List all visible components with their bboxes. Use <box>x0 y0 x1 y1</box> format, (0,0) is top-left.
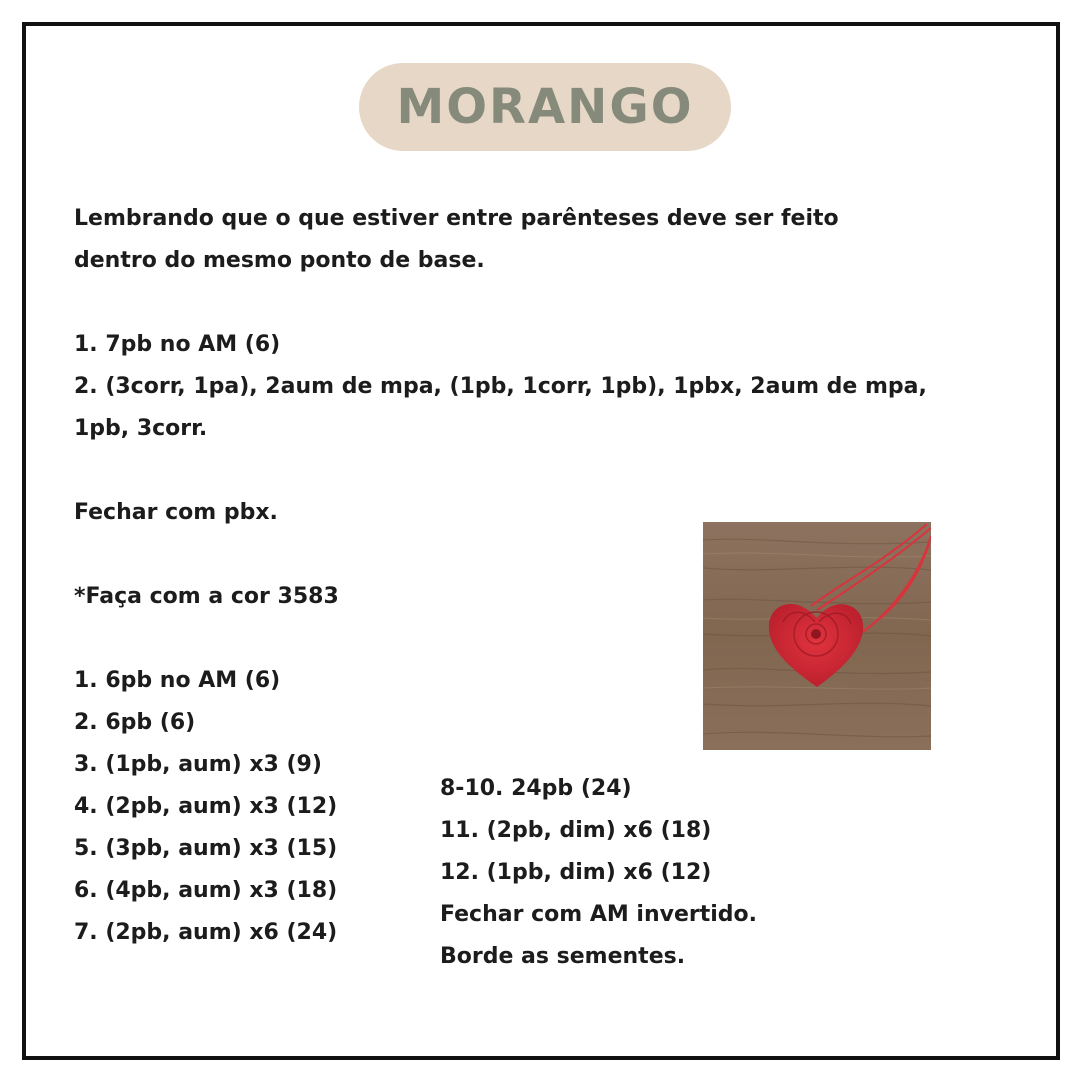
body-step: 12. (1pb, dim) x6 (12) <box>440 860 712 885</box>
body-step: 11. (2pb, dim) x6 (18) <box>440 818 712 843</box>
leaf-step: 1pb, 3corr. <box>74 416 208 441</box>
intro-text <box>74 198 839 282</box>
body-step: 2. 6pb (6) <box>74 710 196 735</box>
body-step: Fechar com AM invertido. <box>440 902 758 927</box>
intro-line: dentro do mesmo ponto de base. <box>74 248 485 273</box>
body-step: 4. (2pb, aum) x3 (12) <box>74 794 338 819</box>
heart-center <box>811 629 821 639</box>
body-step: 5. (3pb, aum) x3 (15) <box>74 836 338 861</box>
intro-line: Lembrando que o que estiver entre parênteses deve ser feito <box>74 206 839 231</box>
body-steps-left <box>74 660 337 954</box>
leaf-step: 2. (3corr, 1pa), 2aum de mpa, (1pb, 1corr, 1pb), 1pbx, 2aum de mpa, <box>74 374 927 399</box>
body-step: 1. 6pb no AM (6) <box>74 668 281 693</box>
body-steps-right <box>440 768 757 978</box>
body-step: 8-10. 24pb (24) <box>440 776 632 801</box>
leaf-close-text: Fechar com pbx. <box>74 500 278 525</box>
page-title: MORANGO <box>396 79 694 135</box>
leaf-step: 1. 7pb no AM (6) <box>74 332 281 357</box>
body-step: Borde as sementes. <box>440 944 686 969</box>
body-step: 3. (1pb, aum) x3 (9) <box>74 752 322 777</box>
page-frame <box>22 22 1060 1060</box>
leaf-instructions <box>74 324 927 450</box>
title-pill <box>359 63 731 151</box>
color-note: *Faça com a cor 3583 <box>74 584 339 609</box>
crochet-heart-photo <box>703 522 931 750</box>
body-step: 7. (2pb, aum) x6 (24) <box>74 920 338 945</box>
body-step: 6. (4pb, aum) x3 (18) <box>74 878 338 903</box>
